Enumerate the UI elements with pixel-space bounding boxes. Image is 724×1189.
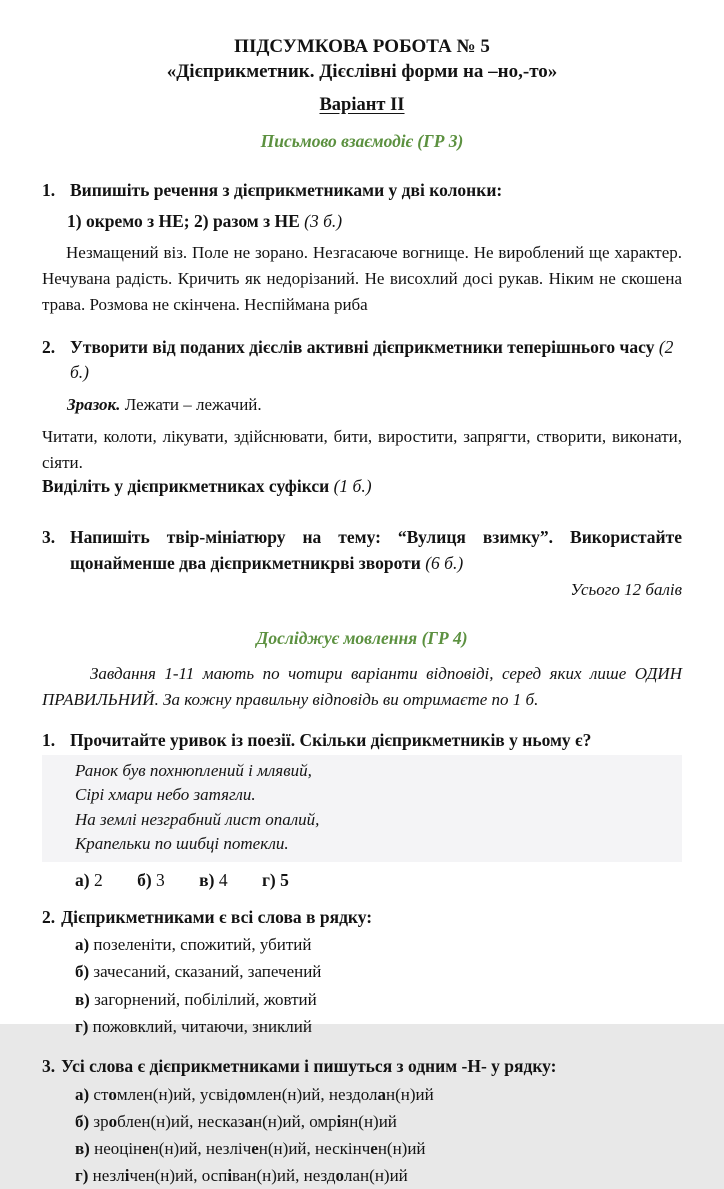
section-heading-written: Письмово взаємодіє (ГР 3) [42,131,682,152]
question-2-text: Дієприкметниками є всі слова в рядку: [61,907,372,927]
task-3-text: Напишіть твір-мініатюру на тему: “Вулиця взимку”. Використайте щонайменше два дієприкметникрві звороти (6 б.) [70,525,682,576]
page-title: ПІДСУМКОВА РОБОТА № 5 [42,34,682,59]
question-1-options [75,870,682,891]
question-1 [42,728,682,753]
question-1-text: Прочитайте уривок із поезії. Скільки дієприкметників у ньому є? [70,728,682,753]
sample-label: Зразок. [67,395,120,414]
poem-line: Сірі хмари небо затягли. [75,783,674,807]
poem-line: Крапельки по шибці потекли. [75,832,674,856]
task-3-points: (6 б.) [425,553,463,573]
page-subtitle: «Дієприкметник. Дієслівні форми на –но,-то» [42,59,682,84]
task-2-sample [67,395,682,415]
option-a: а) стомлен(н)ий, усвідомлен(н)ий, нездолан(н)ий [75,1081,682,1108]
option-g: г) пожовклий, читаючи, зниклий [75,1013,682,1040]
task-3-number: 3. [42,525,70,576]
question-1-number: 1. [42,728,70,753]
option-b: б) зроблен(н)ий, несказан(н)ий, омріян(н)ий [75,1108,682,1135]
task-2-extra: Виділіть у дієприкметниках суфікси (1 б.) [42,476,682,497]
task-1-points: (3 б.) [304,211,342,231]
task-2-points: (2 б.) [70,337,673,382]
task-2-words: Читати, колоти, лікувати, здійснювати, бити, виростити, запрягти, створити, виконати, сіяти. [42,424,682,475]
option-g: г) незлічен(н)ий, оспіван(н)ий, нездолан(н)ий [75,1162,682,1189]
option-g: г) 5 [262,870,289,891]
task-1-number: 1. [42,178,70,203]
task-1-subline [67,211,682,232]
poem-line: Ранок був похнюплений і млявий, [75,759,674,783]
total-points: Усього 12 балів [42,580,682,600]
task-1 [42,178,682,203]
question-2-options [75,931,682,1040]
option-b: б) зачесаний, сказаний, запечений [75,958,682,985]
option-v: в) неоцінен(н)ий, незлічен(н)ий, нескінчен(н)ий [75,1135,682,1162]
question-2-number: 2. [42,907,55,927]
option-v: в) загорнений, побілілий, жовтий [75,986,682,1013]
task-1-text: Випишіть речення з дієприкметниками у дві колонки: [70,178,682,203]
question-2 [42,905,682,930]
poem-line: На землі незграбний лист опалий, [75,808,674,832]
task-1-subline-text: 1) окремо з НЕ; 2) разом з НЕ [67,211,304,231]
section-heading-research: Досліджує мовлення (ГР 4) [42,628,682,649]
variant-label: Варіант ІІ [319,95,404,115]
research-intro: Завдання 1-11 мають по чотири варіанти відповіді, серед яких лише ОДИН ПРАВИЛЬНИЙ. За кожну правильну відповідь ви отримаєте по 1 б. [42,661,682,714]
task-2-number: 2. [42,335,70,386]
option-b: б) 3 [137,870,165,891]
task-2-text: Утворити від поданих дієслів активні дієприкметники теперішнього часу (2 б.) [70,335,682,386]
task-1-sentences: Незмащений віз. Поле не зорано. Незгасаюче вогнище. Не вироблений ще характер. Нечувана радість. Кричить як недорізаний. Не висохлий досі рукав. Ніким не скошена трава. Розмова не скінчена. Неспіймана риба [42,240,682,319]
question-3-number: 3. [42,1056,55,1076]
task-3 [42,525,682,576]
option-a: а) позеленіти, спожитий, убитий [75,931,682,958]
task-2 [42,335,682,386]
variant-heading [42,95,682,116]
task-2-extra-points: (1 б.) [334,476,372,496]
question-3-text: Усі слова є дієприкметниками і пишуться з одним -Н- у рядку: [61,1056,556,1076]
sample-text: Лежати – лежачий. [120,395,261,414]
option-v: в) 4 [199,870,227,891]
poem-excerpt [42,755,682,862]
option-a: а) 2 [75,870,103,891]
question-3-options [75,1081,682,1189]
question-3 [42,1054,682,1079]
